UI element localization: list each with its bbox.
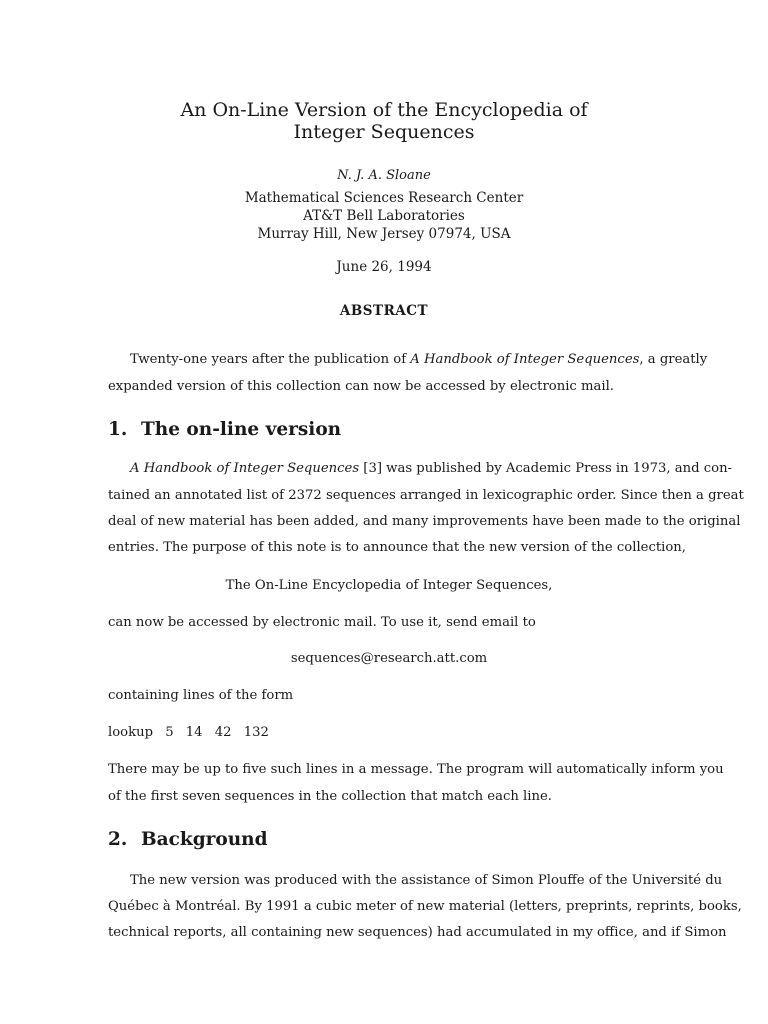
display-email-address: sequences@research.att.com xyxy=(290,651,488,666)
book-title-citation: A Handbook of Integer Sequences xyxy=(130,461,360,476)
affiliation-line-1: Mathematical Sciences Research Center xyxy=(244,190,524,206)
section-number: 2. xyxy=(108,829,128,850)
section-1-paragraph-line: There may be up to five such lines in a message. The program will automatically inform you xyxy=(108,762,724,777)
section-title: Background xyxy=(141,829,268,850)
abstract-heading: ABSTRACT xyxy=(339,303,429,319)
abstract-book-title: A Handbook of Integer Sequences xyxy=(410,352,640,367)
section-1-paragraph-line: deal of new material has been added, and many improvements have been made to the original xyxy=(108,514,741,529)
affiliation-line-3: Murray Hill, New Jersey 07974, USA xyxy=(257,226,511,242)
section-2-paragraph-line: technical reports, all containing new sequences) had accumulated in my office, and if Simon xyxy=(108,925,727,940)
author-name: N. J. A. Sloane xyxy=(337,168,431,183)
section-1-paragraph-line: of the first seven sequences in the collection that match each line. xyxy=(108,789,552,804)
paper-title-line-2: Integer Sequences xyxy=(293,121,475,143)
abstract-line-1 xyxy=(130,352,708,367)
section-1-paragraph-line: containing lines of the form xyxy=(108,688,294,703)
section-1-heading xyxy=(108,419,341,440)
abstract-text: , a greatly xyxy=(639,352,708,367)
section-title: The on-line version xyxy=(141,419,342,440)
display-encyclopedia-name: The On-Line Encyclopedia of Integer Sequences, xyxy=(225,578,553,593)
lookup-example: lookup 5 14 42 132 xyxy=(108,725,269,740)
abstract-text: Twenty-one years after the publication of xyxy=(130,352,411,367)
section-2-paragraph-line: Québec à Montréal. By 1991 a cubic meter of new material (letters, preprints, reprints, books, xyxy=(108,899,742,914)
affiliation-line-2: AT&T Bell Laboratories xyxy=(303,208,465,224)
section-number: 1. xyxy=(108,419,128,440)
section-2-paragraph-line: The new version was produced with the assistance of Simon Plouffe of the Université du xyxy=(130,873,723,888)
paragraph-text: [3] was published by Academic Press in 1973, and con- xyxy=(359,461,733,476)
abstract-line-2: expanded version of this collection can now be accessed by electronic mail. xyxy=(108,379,614,394)
section-1-paragraph-line: can now be accessed by electronic mail. To use it, send email to xyxy=(108,615,536,630)
section-1-paragraph-line: entries. The purpose of this note is to announce that the new version of the collection, xyxy=(108,540,686,555)
section-1-paragraph-line xyxy=(130,461,733,476)
section-1-paragraph-line: tained an annotated list of 2372 sequences arranged in lexicographic order. Since then a great xyxy=(108,488,744,503)
paper-title-line-1: An On-Line Version of the Encyclopedia of xyxy=(180,99,588,121)
paper-date: June 26, 1994 xyxy=(336,259,432,275)
section-2-heading xyxy=(108,829,268,850)
